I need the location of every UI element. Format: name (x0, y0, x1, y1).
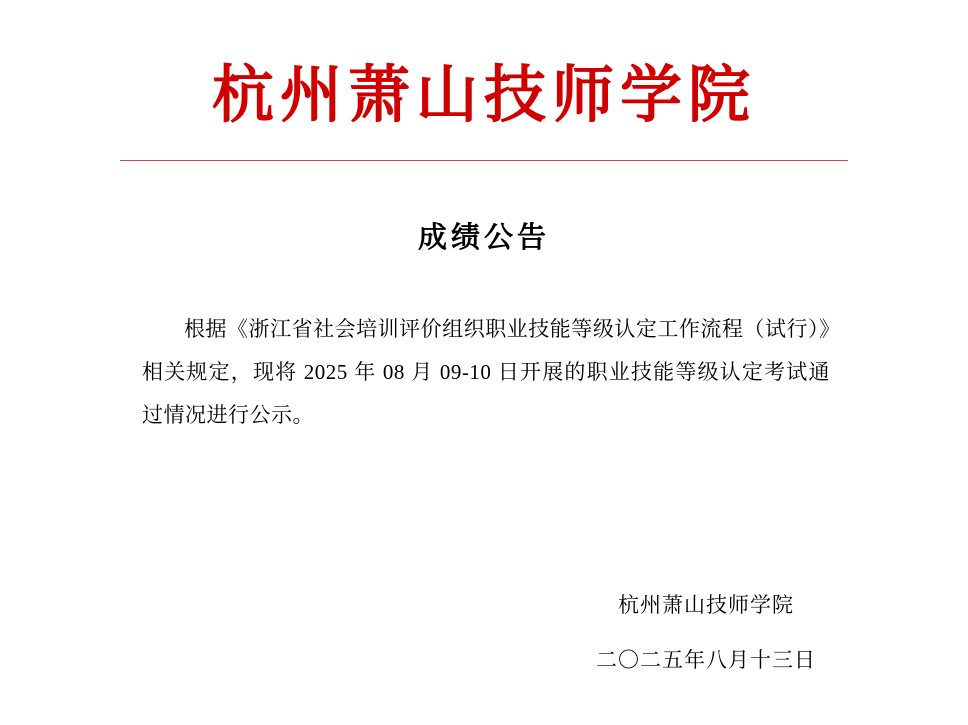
document-body-paragraph: 根据《浙江省社会培训评价组织职业技能等级认定工作流程（试行）》相关规定，现将 2025 年 08 月 09-10 日开展的职业技能等级认定考试通过情况进行公示。 (142, 316, 830, 427)
signature-organization: 杭州萧山技师学院 (618, 593, 794, 617)
document-subtitle: 成绩公告 (417, 219, 550, 254)
signature-date: 二〇二五年八月十三日 (596, 648, 816, 672)
page-title: 杭州萧山技师学院 (211, 58, 756, 131)
signature-block (596, 595, 816, 671)
header-divider (120, 160, 848, 161)
